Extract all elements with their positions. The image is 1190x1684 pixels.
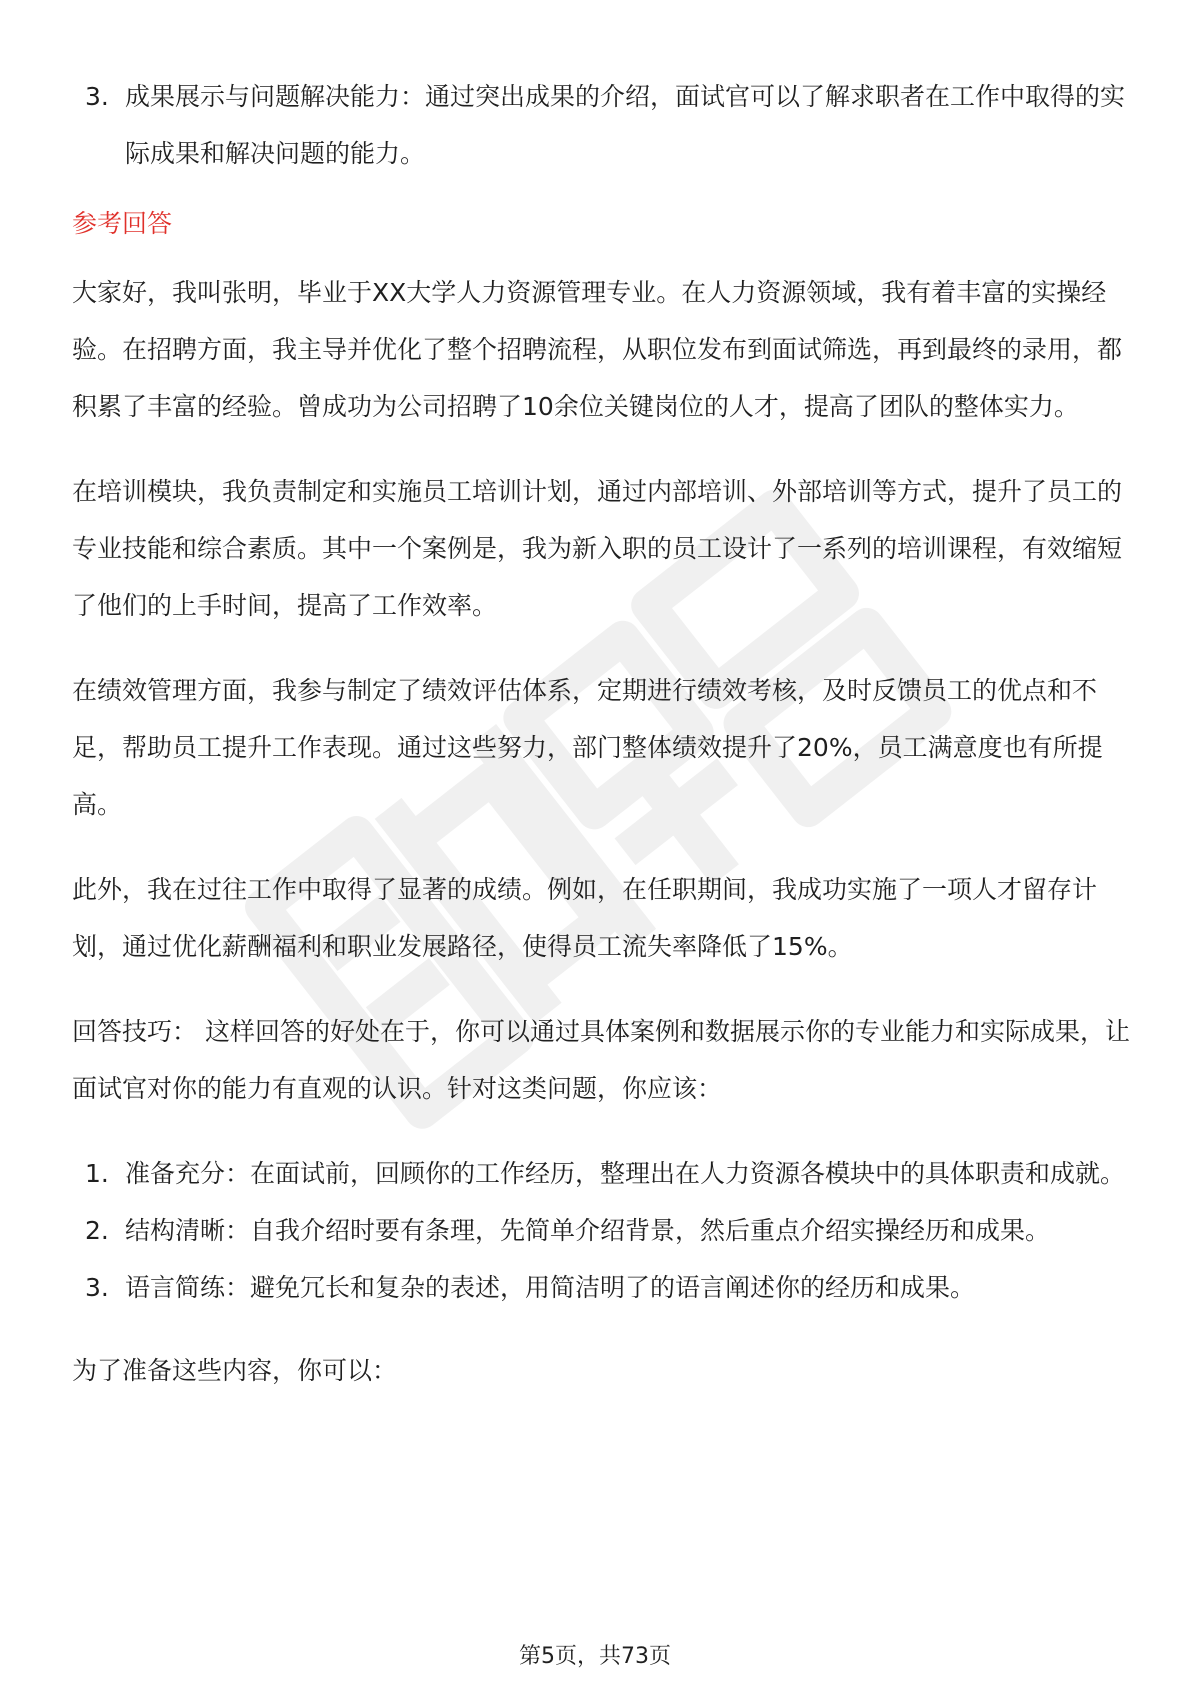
list-item <box>72 68 1132 182</box>
list-item-text: 准备充分：在面试前，回顾你的工作经历，整理出在人力资源各模块中的具体职责和成就。 <box>125 1159 1126 1188</box>
list-item <box>72 1202 1132 1259</box>
paragraph-performance: 在绩效管理方面，我参与制定了绩效评估体系，定期进行绩效考核，及时反馈员工的优点和不足，帮助员工提升工作表现。通过这些努力，部门整体绩效提升了20%，员工满意度也有所提高。 <box>72 676 1103 819</box>
paragraph-answer-tips: 回答技巧： 这样回答的好处在于，你可以通过具体案例和数据展示你的专业能力和实际成果，让面试官对你的能力有直观的认识。针对这类问题，你应该： <box>72 1017 1130 1103</box>
closing-paragraph: 为了准备这些内容，你可以： <box>72 1356 398 1385</box>
tips-numbered-list <box>72 1145 1132 1316</box>
paragraph-intro: 大家好，我叫张明，毕业于XX大学人力资源管理专业。在人力资源领域，我有着丰富的实操经验。在招聘方面，我主导并优化了整个招聘流程，从职位发布到面试筛选，再到最终的录用，都积累了丰富的经验。曾成功为公司招聘了10余位关键岗位的人才，提高了团队的整体实力。 <box>72 278 1123 421</box>
top-numbered-list <box>72 68 1132 182</box>
list-item-text: 语言简练：避免冗长和复杂的表述，用简洁明了的语言阐述你的经历和成果。 <box>125 1273 976 1302</box>
list-item-text: 成果展示与问题解决能力：通过突出成果的介绍，面试官可以了解求职者在工作中取得的实际成果和解决问题的能力。 <box>125 82 1126 168</box>
list-item-number: 3. <box>85 1273 109 1302</box>
list-item-number: 2. <box>85 1216 109 1245</box>
page-number-footer: 第5页，共73页 <box>519 1644 671 1669</box>
list-item-number: 1. <box>85 1159 109 1188</box>
paragraph-achievements: 此外，我在过往工作中取得了显著的成绩。例如，在任职期间，我成功实施了一项人才留存计划，通过优化薪酬福利和职业发展路径，使得员工流失率降低了15%。 <box>72 875 1098 961</box>
list-item-text: 结构清晰：自我介绍时要有条理，先简单介绍背景，然后重点介绍实操经历和成果。 <box>125 1216 1051 1245</box>
list-item-number: 3. <box>85 82 109 111</box>
list-item <box>72 1259 1132 1316</box>
section-heading: 参考回答 <box>72 209 173 238</box>
list-item <box>72 1145 1132 1202</box>
page-content <box>72 68 1132 1427</box>
paragraph-training: 在培训模块，我负责制定和实施员工培训计划，通过内部培训、外部培训等方式，提升了员工的专业技能和综合素质。其中一个案例是，我为新入职的员工设计了一系列的培训课程，有效缩短了他们的上手时间，提高了工作效率。 <box>72 477 1123 620</box>
